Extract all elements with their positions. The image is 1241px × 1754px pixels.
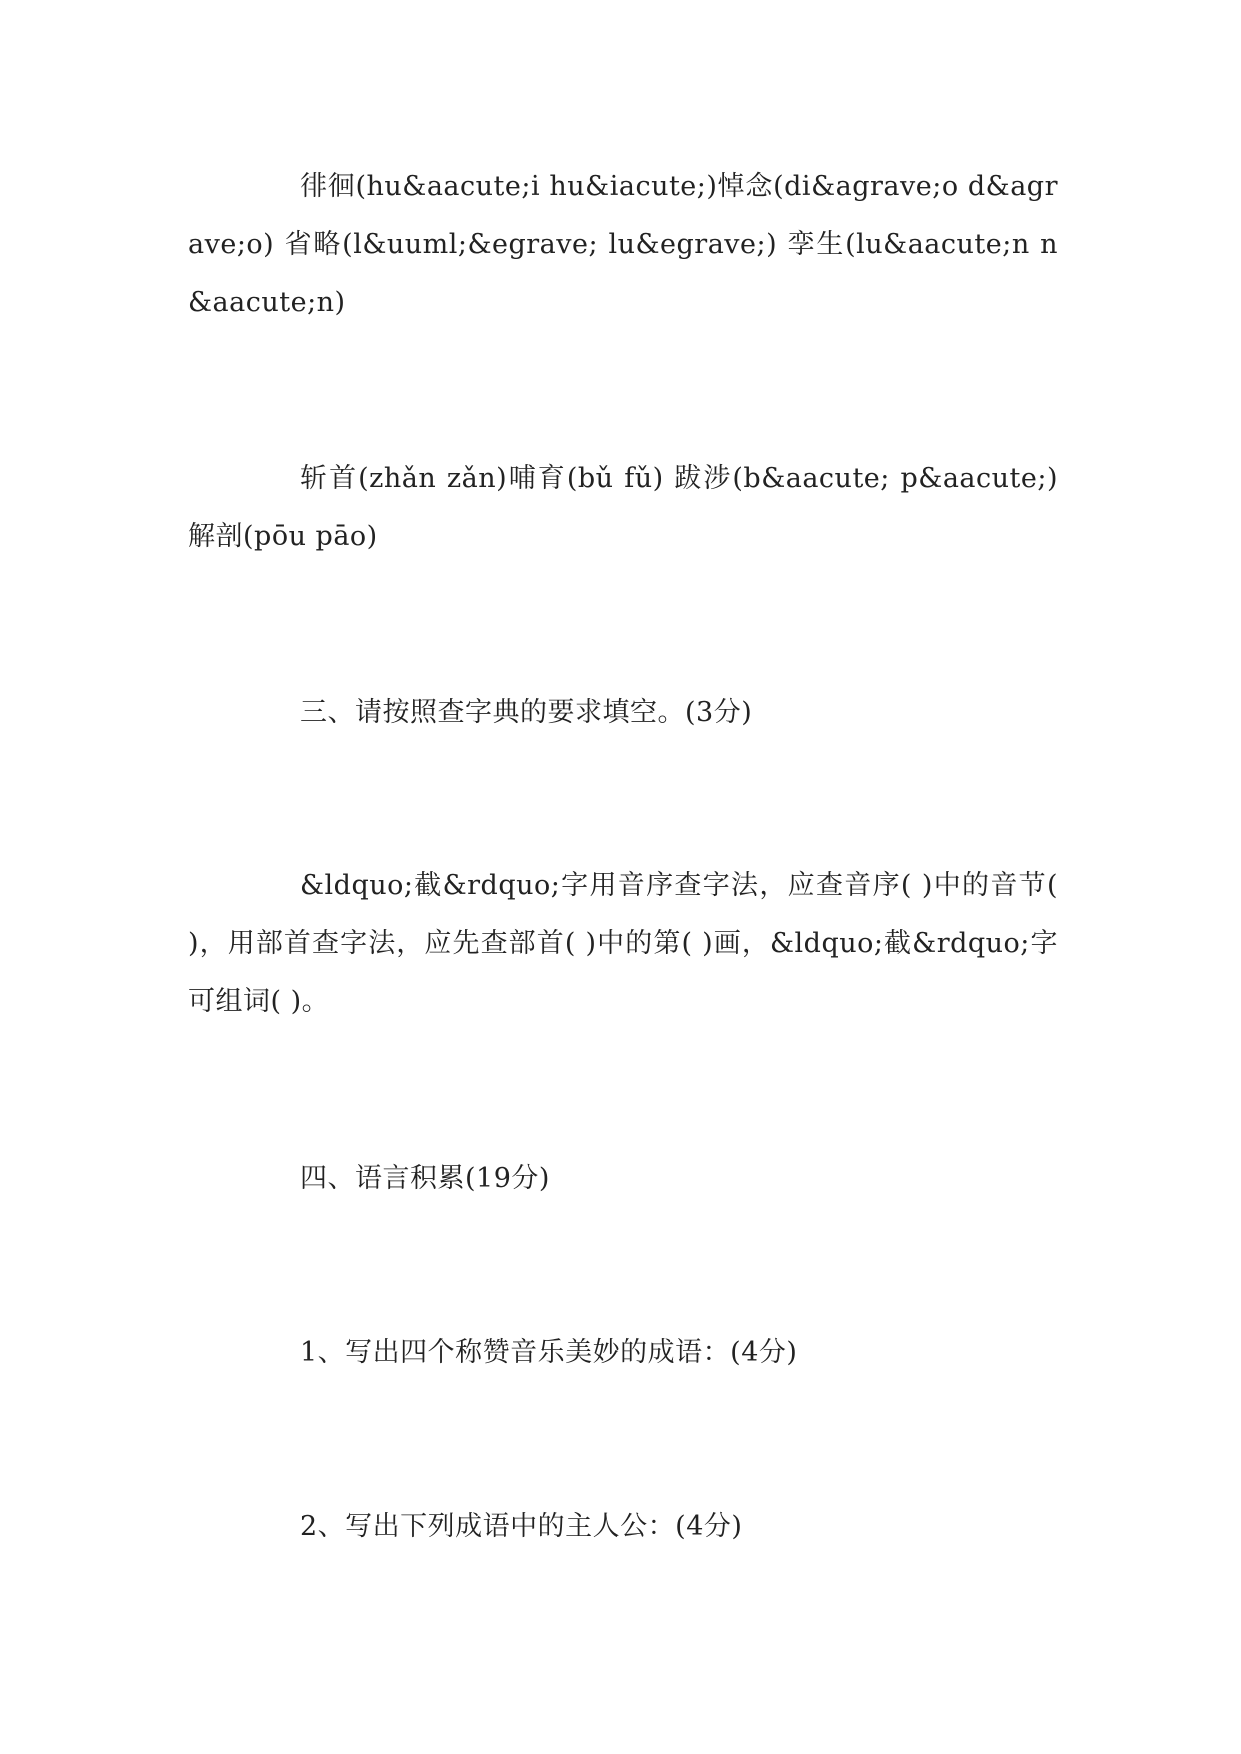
pinyin-paragraph-2: 斩首(zhǎn zǎn)哺育(bǔ fǔ) 跋涉(b&aacute; p&aacute;) 解剖(pōu pāo) [188,463,1058,552]
pinyin-paragraph-1: 徘徊(hu&aacute;i hu&iacute;)悼念(di&agrave;o d&agrave;o) 省略(l&uuml;&egrave; lu&egrave;) 孪生(lu&aacute;n n&aacute;n) [188,171,1058,318]
section-heading-3: 三、请按照查字典的要求填空。(3分) [300,697,753,728]
dictionary-question: &ldquo;截&rdquo;字用音序查字法，应查音序( )中的音节( )，用部首查字法，应先查部首( )中的第( )画，&ldquo;截&rdquo;字可组词( )。 [188,870,1058,1017]
question-2: 2、写出下列成语中的主人公：(4分) [300,1511,743,1542]
section-heading-4: 四、语言积累(19分) [300,1163,550,1194]
question-1: 1、写出四个称赞音乐美妙的成语：(4分) [300,1337,798,1368]
